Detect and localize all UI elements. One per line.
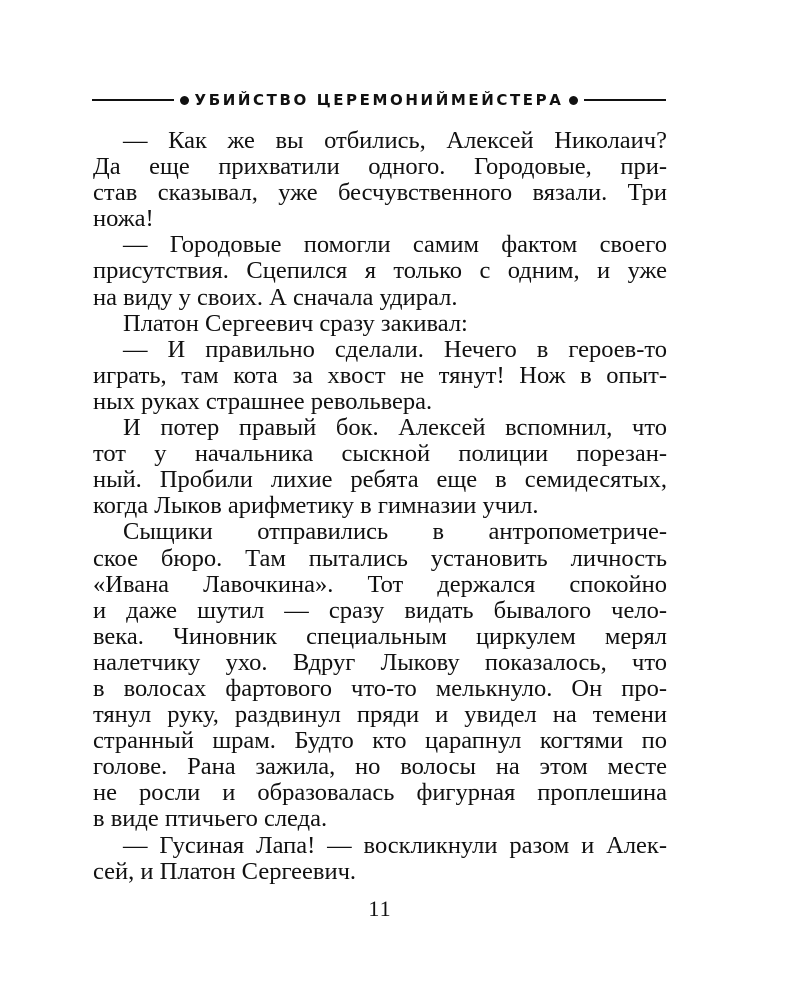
text-line: — Как же вы отбились, Алексей Николаич?	[123, 127, 667, 154]
text-line: странный шрам. Будто кто царапнул когтями по	[93, 727, 667, 755]
text-line: присутствия. Сцепился я только с одним, и уже	[93, 257, 667, 285]
text-line: «Ивана Лавочкина». Тот держался спокойно	[93, 570, 667, 598]
page-number: 11	[368, 896, 392, 921]
header-right-rule	[584, 99, 666, 101]
header-left-rule	[92, 99, 174, 101]
text-line: налетчику ухо. Вдруг Лыкову показалось, что	[93, 648, 667, 676]
text-line: ножа!	[93, 205, 154, 233]
text-line: И потер правый бок. Алексей вспомнил, что	[123, 414, 667, 442]
text-line: голове. Рана зажила, но волосы на этом месте	[93, 753, 667, 781]
text-line: века. Чиновник специальным циркулем мерял	[93, 622, 667, 650]
text-line: Платон Сергеевич сразу закивал:	[123, 309, 468, 337]
text-line: в волосах фартового что-то мелькнуло. Он про-	[93, 674, 667, 702]
text-line: Да еще прихватили одного. Городовые, при-	[93, 153, 667, 181]
text-line: — И правильно сделали. Нечего в героев-то	[123, 335, 667, 363]
text-line: и даже шутил — сразу видать бывалого чело-	[93, 596, 667, 624]
running-header	[92, 88, 666, 112]
text-line: — Гусиная Лапа! — воскликнули разом и Алек-	[123, 831, 667, 859]
text-line: тянул руку, раздвинул пряди и увидел на темени	[93, 701, 667, 729]
text-line: играть, там кота за хвост не тянут! Нож в опыт-	[93, 361, 667, 389]
text-line: не росли и образовалась фигурная проплешина	[93, 779, 667, 807]
body-text	[93, 128, 667, 885]
header-right-bullet	[569, 96, 578, 105]
text-line: ный. Пробили лихие ребята еще в семидесятых,	[93, 466, 667, 494]
text-line: ных руках страшнее револьвера.	[93, 387, 433, 415]
text-line: на виду у своих. А сначала удирал.	[93, 283, 458, 311]
text-line: — Городовые помогли самим фактом своего	[123, 231, 667, 259]
text-line: Сыщики отправились в антропометриче-	[123, 518, 667, 546]
text-line: ское бюро. Там пытались установить личность	[93, 544, 667, 572]
text-line: когда Лыков арифметику в гимназии учил.	[93, 492, 539, 520]
text-line: в виде птичьего следа.	[93, 805, 328, 833]
running-header-title: УБИЙСТВО ЦЕРЕМОНИЙМЕЙСТЕРА	[194, 91, 564, 109]
text-line: сей, и Платон Сергеевич.	[93, 857, 357, 885]
text-line: тот у начальника сыскной полиции порезан-	[93, 440, 667, 468]
text-line: став сказывал, уже бесчувственного вязали. Три	[93, 179, 667, 207]
header-left-bullet	[180, 96, 189, 105]
